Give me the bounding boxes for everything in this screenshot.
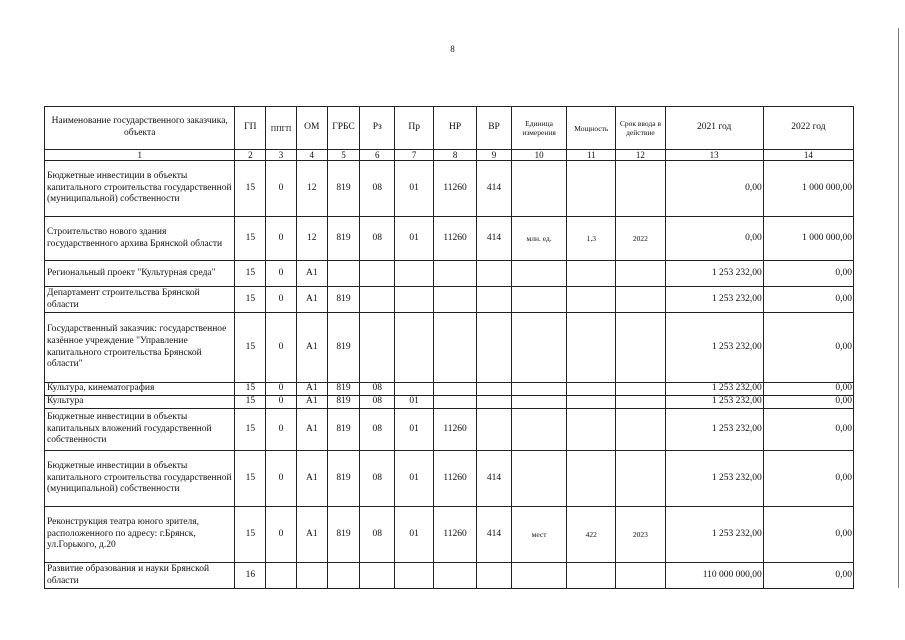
- cell-vr: [477, 261, 512, 287]
- cell-om: 12: [296, 217, 327, 261]
- cell-2021: 1 253 232,00: [665, 409, 763, 451]
- table-row: [45, 287, 854, 313]
- cell-gp: 15: [235, 287, 266, 313]
- cell-np: [434, 563, 477, 589]
- cell-unit: [511, 451, 566, 507]
- cell-rz: [360, 287, 395, 313]
- cell-om: А1: [296, 313, 327, 383]
- cell-gp: 15: [235, 313, 266, 383]
- header-2021: 2021 год: [665, 107, 763, 150]
- header-unit: Единица измерения: [511, 107, 566, 150]
- table-row: [45, 161, 854, 217]
- cell-pr: 01: [395, 217, 434, 261]
- cell-om: А1: [296, 383, 327, 396]
- cell-pr: 01: [395, 396, 434, 409]
- cell-capacity: [567, 396, 616, 409]
- cell-unit: [511, 287, 566, 313]
- cell-2022: 0,00: [763, 261, 853, 287]
- cell-ppgp: 0: [266, 383, 297, 396]
- cell-om: А1: [296, 261, 327, 287]
- cell-2022: 0,00: [763, 409, 853, 451]
- column-number: 11: [567, 150, 616, 161]
- column-number: 9: [477, 150, 512, 161]
- page-number: 8: [450, 44, 455, 54]
- cell-ppgp: 0: [266, 261, 297, 287]
- cell-np: 11260: [434, 217, 477, 261]
- cell-gp: 15: [235, 217, 266, 261]
- cell-vr: 414: [477, 451, 512, 507]
- cell-gp: 15: [235, 383, 266, 396]
- cell-ppgp: 0: [266, 161, 297, 217]
- cell-unit: [511, 396, 566, 409]
- cell-2022: 0,00: [763, 383, 853, 396]
- cell-unit: [511, 313, 566, 383]
- cell-2022: 0,00: [763, 451, 853, 507]
- cell-np: 11260: [434, 451, 477, 507]
- cell-unit: [511, 161, 566, 217]
- header-row: [45, 107, 854, 150]
- header-2022: 2022 год: [763, 107, 853, 150]
- column-number: 4: [296, 150, 327, 161]
- cell-deadline: [616, 261, 665, 287]
- scan-edge-line: [898, 28, 899, 588]
- cell-deadline: 2022: [616, 217, 665, 261]
- cell-grbs: 819: [327, 409, 360, 451]
- cell-om: 12: [296, 161, 327, 217]
- cell-capacity: 422: [567, 507, 616, 563]
- cell-grbs: 819: [327, 161, 360, 217]
- cell-unit: мест: [511, 507, 566, 563]
- cell-capacity: [567, 451, 616, 507]
- header-pr: Пр: [395, 107, 434, 150]
- cell-name: Региональный проект "Культурная среда": [45, 261, 235, 287]
- cell-vr: 414: [477, 217, 512, 261]
- cell-ppgp: 0: [266, 313, 297, 383]
- cell-rz: 08: [360, 507, 395, 563]
- cell-om: А1: [296, 409, 327, 451]
- cell-2021: 1 253 232,00: [665, 507, 763, 563]
- table-row: [45, 383, 854, 396]
- cell-pr: [395, 313, 434, 383]
- cell-capacity: [567, 161, 616, 217]
- cell-gp: 15: [235, 507, 266, 563]
- column-number: 13: [665, 150, 763, 161]
- table-row: [45, 396, 854, 409]
- cell-np: [434, 383, 477, 396]
- table-row: [45, 451, 854, 507]
- cell-ppgp: 0: [266, 409, 297, 451]
- table-row: [45, 217, 854, 261]
- cell-deadline: 2023: [616, 507, 665, 563]
- cell-unit: [511, 383, 566, 396]
- cell-deadline: [616, 451, 665, 507]
- cell-2022: 0,00: [763, 507, 853, 563]
- cell-om: А1: [296, 396, 327, 409]
- cell-name: Государственный заказчик: государственное казённое учреждение "Управление капитального строительства Брянской области": [45, 313, 235, 383]
- cell-gp: 15: [235, 451, 266, 507]
- column-number: 10: [511, 150, 566, 161]
- cell-deadline: [616, 383, 665, 396]
- cell-vr: 414: [477, 161, 512, 217]
- cell-rz: 08: [360, 217, 395, 261]
- header-gp: ГП: [235, 107, 266, 150]
- header-np: НР: [434, 107, 477, 150]
- cell-2021: 1 253 232,00: [665, 396, 763, 409]
- column-number: 7: [395, 150, 434, 161]
- table-row: [45, 313, 854, 383]
- cell-np: [434, 261, 477, 287]
- header-deadline: Срок ввода в действие: [616, 107, 665, 150]
- cell-name: Бюджетные инвестиции в объекты капитального строительства государственной (муниципальной) собственности: [45, 451, 235, 507]
- cell-capacity: [567, 261, 616, 287]
- cell-name: Бюджетные инвестиции в объекты капитального строительства государственной (муниципальной) собственности: [45, 161, 235, 217]
- cell-name: Культура, кинематография: [45, 383, 235, 396]
- cell-ppgp: 0: [266, 217, 297, 261]
- table-row: [45, 507, 854, 563]
- cell-name: Культура: [45, 396, 235, 409]
- cell-rz: 08: [360, 451, 395, 507]
- cell-unit: млн. ед.: [511, 217, 566, 261]
- cell-rz: [360, 563, 395, 589]
- cell-rz: 08: [360, 396, 395, 409]
- cell-grbs: 819: [327, 396, 360, 409]
- cell-gp: 15: [235, 409, 266, 451]
- cell-deadline: [616, 396, 665, 409]
- cell-grbs: [327, 261, 360, 287]
- header-om: ОМ: [296, 107, 327, 150]
- header-ppgp: ППГП: [266, 107, 297, 150]
- cell-rz: 08: [360, 383, 395, 396]
- cell-pr: [395, 261, 434, 287]
- cell-grbs: 819: [327, 313, 360, 383]
- cell-grbs: [327, 563, 360, 589]
- column-number: 8: [434, 150, 477, 161]
- cell-gp: 15: [235, 396, 266, 409]
- cell-vr: [477, 383, 512, 396]
- cell-np: [434, 313, 477, 383]
- cell-capacity: [567, 383, 616, 396]
- cell-rz: [360, 313, 395, 383]
- cell-grbs: 819: [327, 287, 360, 313]
- cell-ppgp: 0: [266, 396, 297, 409]
- cell-2021: 0,00: [665, 217, 763, 261]
- cell-vr: [477, 313, 512, 383]
- cell-pr: [395, 287, 434, 313]
- cell-capacity: [567, 287, 616, 313]
- cell-ppgp: [266, 563, 297, 589]
- cell-deadline: [616, 161, 665, 217]
- cell-rz: 08: [360, 161, 395, 217]
- cell-name: Бюджетные инвестиции в объекты капитальных вложений государственной собственности: [45, 409, 235, 451]
- cell-ppgp: 0: [266, 451, 297, 507]
- cell-np: [434, 287, 477, 313]
- header-capacity: Мощность: [567, 107, 616, 150]
- table-row: [45, 563, 854, 589]
- cell-capacity: 1,3: [567, 217, 616, 261]
- cell-2021: 1 253 232,00: [665, 261, 763, 287]
- cell-gp: 16: [235, 563, 266, 589]
- table-row: [45, 409, 854, 451]
- cell-grbs: 819: [327, 507, 360, 563]
- column-number-row: [45, 150, 854, 161]
- cell-grbs: 819: [327, 383, 360, 396]
- cell-np: 11260: [434, 409, 477, 451]
- cell-2021: 1 253 232,00: [665, 451, 763, 507]
- cell-grbs: 819: [327, 451, 360, 507]
- cell-np: 11260: [434, 161, 477, 217]
- cell-rz: [360, 261, 395, 287]
- column-number: 1: [45, 150, 235, 161]
- cell-2021: 0,00: [665, 161, 763, 217]
- cell-unit: [511, 409, 566, 451]
- cell-pr: [395, 563, 434, 589]
- cell-gp: 15: [235, 161, 266, 217]
- cell-2021: 110 000 000,00: [665, 563, 763, 589]
- cell-capacity: [567, 313, 616, 383]
- cell-vr: [477, 396, 512, 409]
- cell-2022: 0,00: [763, 563, 853, 589]
- column-number: 14: [763, 150, 853, 161]
- cell-name: Реконструкция театра юного зрителя, расположенного по адресу: г.Брянск, ул.Горького, д.20: [45, 507, 235, 563]
- cell-om: А1: [296, 507, 327, 563]
- cell-rz: 08: [360, 409, 395, 451]
- cell-unit: [511, 261, 566, 287]
- cell-vr: [477, 563, 512, 589]
- header-grbs: ГРБС: [327, 107, 360, 150]
- cell-ppgp: 0: [266, 507, 297, 563]
- cell-name: Развитие образования и науки Брянской области: [45, 563, 235, 589]
- cell-name: Строительство нового здания государственного архива Брянской области: [45, 217, 235, 261]
- cell-om: А1: [296, 287, 327, 313]
- cell-om: А1: [296, 451, 327, 507]
- cell-gp: 15: [235, 261, 266, 287]
- header-name: Наименование государственного заказчика, объекта: [45, 107, 235, 150]
- cell-np: [434, 396, 477, 409]
- cell-name: Департамент строительства Брянской области: [45, 287, 235, 313]
- cell-capacity: [567, 563, 616, 589]
- cell-2022: 1 000 000,00: [763, 217, 853, 261]
- column-number: 3: [266, 150, 297, 161]
- cell-2022: 1 000 000,00: [763, 161, 853, 217]
- cell-deadline: [616, 287, 665, 313]
- cell-pr: [395, 383, 434, 396]
- cell-unit: [511, 563, 566, 589]
- cell-grbs: 819: [327, 217, 360, 261]
- cell-2022: 0,00: [763, 287, 853, 313]
- cell-deadline: [616, 409, 665, 451]
- cell-2021: 1 253 232,00: [665, 383, 763, 396]
- cell-deadline: [616, 563, 665, 589]
- cell-pr: 01: [395, 409, 434, 451]
- cell-pr: 01: [395, 451, 434, 507]
- header-rz: Рз: [360, 107, 395, 150]
- cell-np: 11260: [434, 507, 477, 563]
- cell-pr: 01: [395, 161, 434, 217]
- cell-capacity: [567, 409, 616, 451]
- table-row: [45, 261, 854, 287]
- cell-om: [296, 563, 327, 589]
- cell-2022: 0,00: [763, 396, 853, 409]
- cell-2021: 1 253 232,00: [665, 313, 763, 383]
- column-number: 12: [616, 150, 665, 161]
- budget-table: [44, 106, 854, 589]
- cell-2021: 1 253 232,00: [665, 287, 763, 313]
- cell-2022: 0,00: [763, 313, 853, 383]
- cell-ppgp: 0: [266, 287, 297, 313]
- column-number: 2: [235, 150, 266, 161]
- cell-pr: 01: [395, 507, 434, 563]
- header-vr: ВР: [477, 107, 512, 150]
- cell-vr: 414: [477, 507, 512, 563]
- cell-deadline: [616, 313, 665, 383]
- column-number: 5: [327, 150, 360, 161]
- cell-vr: [477, 287, 512, 313]
- cell-vr: [477, 409, 512, 451]
- column-number: 6: [360, 150, 395, 161]
